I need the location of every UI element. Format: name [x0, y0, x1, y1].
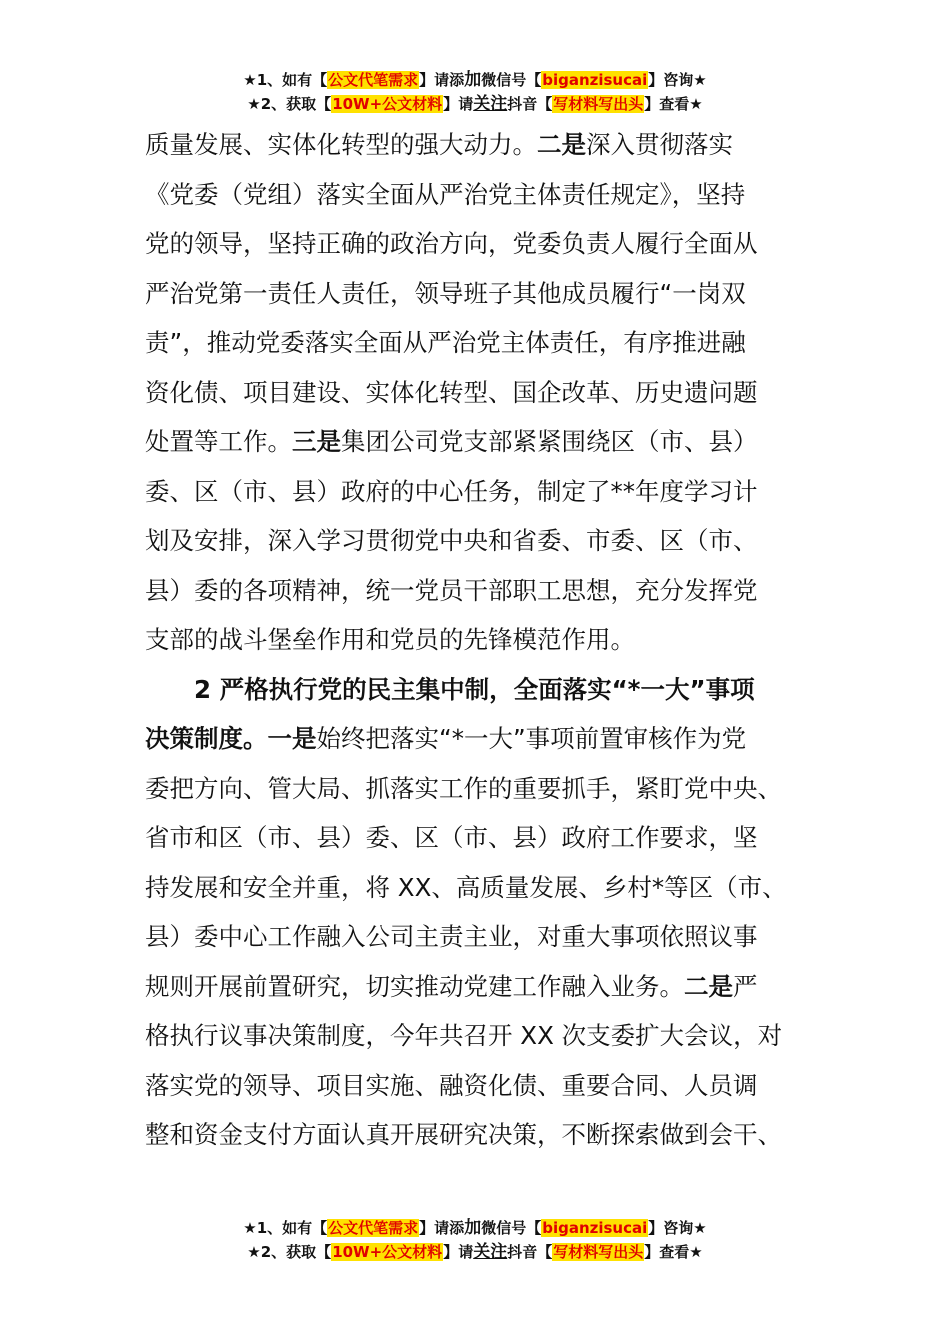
- banner-douyin-name: 写材料写出头: [553, 95, 644, 113]
- banner-douyin-name: 写材料写出头: [553, 1243, 644, 1261]
- banner-line-2: ★2、获取【10W+公文材料】请关注抖音【写材料写出头】查看★: [247, 1242, 703, 1262]
- paragraph: [145, 665, 815, 1160]
- bold-run: 2 严格执行党的民主集中制，全面落实“*一大”事项: [194, 674, 755, 704]
- text-line: 县）委的各项精神，统一党员干部职工思想，充分发挥党: [145, 575, 758, 605]
- text-line: 处置等工作。三是集团公司党支部紧紧围绕区（市、县）: [145, 427, 758, 456]
- banner-wechat-id: biganzisucai: [542, 71, 648, 89]
- banner-highlight: 公文代笔需求: [328, 1219, 419, 1237]
- text-line: 支部的战斗堡垒作用和党员的先锋模范作用。: [145, 625, 635, 654]
- header-banner: [0, 68, 950, 116]
- text-line: 落实党的领导、项目实施、融资化债、重要合同、人员调: [145, 1070, 758, 1100]
- text-line: 规则开展前置研究，切实推动党建工作融入业务。二是严: [145, 971, 758, 1001]
- text-line: 格执行议事决策制度，今年共召开 XX 次支委扩大会议，对: [145, 1021, 783, 1050]
- text-line: 委、区（市、县）政府的中心任务，制定了**年度学习计: [145, 476, 758, 506]
- text-line: 划及安排，深入学习贯彻党中央和省委、市委、区（市、: [145, 526, 758, 555]
- text-line: 整和资金支付方面认真开展研究决策，不断探索做到会干、: [145, 1120, 782, 1149]
- text-line: 县）委中心工作融入公司主责主业，对重大事项依照议事: [145, 922, 758, 951]
- text-line: 持发展和安全并重，将 XX、高质量发展、乡村*等区（市、: [145, 872, 787, 902]
- banner-highlight: 10W+公文材料: [332, 1243, 443, 1261]
- text-line: 党的领导，坚持正确的政治方向，党委负责人履行全面从: [145, 229, 758, 258]
- banner-highlight: 10W+公文材料: [332, 95, 443, 113]
- text-line: 委把方向、管大局、抓落实工作的重要抓手，紧盯党中央、: [145, 773, 782, 803]
- banner-line-2: ★2、获取【10W+公文材料】请关注抖音【写材料写出头】查看★: [247, 94, 703, 114]
- text-line: 严治党第一责任人责任，领导班子其他成员履行“一岗双: [145, 278, 746, 308]
- bold-run: 决策制度。一是: [145, 724, 317, 753]
- text-line: 质量发展、实体化转型的强大动力。二是深入贯彻落实: [145, 130, 733, 159]
- text-line: 省市和区（市、县）委、区（市、县）政府工作要求，坚: [145, 823, 758, 852]
- text-line: 决策制度。一是始终把落实“*一大”事项前置审核作为党: [145, 724, 747, 753]
- banner-line-1: ★1、如有【公文代笔需求】请添加微信号【biganzisucai】咨询★: [243, 70, 707, 90]
- document-body: [145, 120, 815, 1160]
- bold-run: 三是: [292, 427, 341, 456]
- text-line: [194, 675, 755, 704]
- paragraph: [145, 120, 815, 665]
- text-line: 责”，推动党委落实全面从严治党主体责任，有序推进融: [145, 328, 746, 357]
- bold-run: 二是: [537, 130, 586, 159]
- footer-banner: [0, 1216, 950, 1264]
- banner-highlight: 公文代笔需求: [328, 71, 419, 89]
- banner-line-1: ★1、如有【公文代笔需求】请添加微信号【biganzisucai】咨询★: [243, 1218, 707, 1238]
- bold-run: 二是: [684, 971, 733, 1001]
- banner-wechat-id: biganzisucai: [542, 1219, 648, 1237]
- text-line: 《党委（党组）落实全面从严治党主体责任规定》，坚持: [145, 179, 746, 209]
- text-line: 资化债、项目建设、实体化转型、国企改革、历史遗问题: [145, 377, 758, 407]
